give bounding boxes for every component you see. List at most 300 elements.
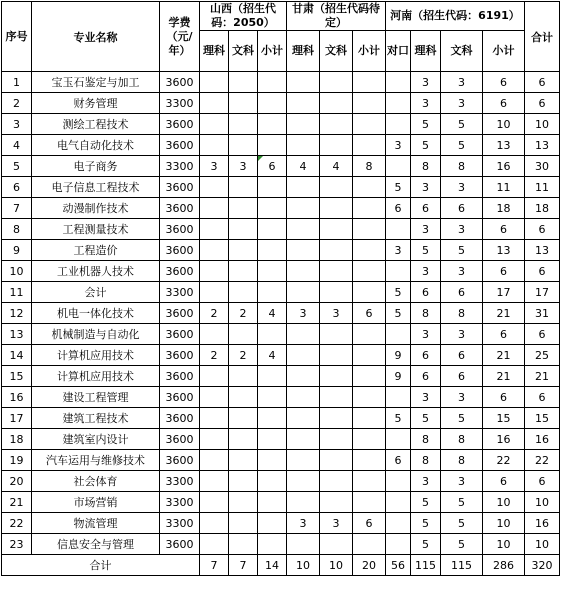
- row-gansu-arts: [320, 450, 353, 471]
- row-gansu-subtotal: [353, 198, 386, 219]
- row-shanxi-arts: [229, 471, 258, 492]
- row-gansu-subtotal: [353, 366, 386, 387]
- row-shanxi-arts: [229, 219, 258, 240]
- row-gansu-subtotal: [353, 114, 386, 135]
- row-gansu-sci: [287, 408, 320, 429]
- row-henan-subtotal: 10: [483, 513, 525, 534]
- table-row: [2, 366, 560, 387]
- row-shanxi-arts: [229, 240, 258, 261]
- row-henan-duikou: [386, 471, 411, 492]
- row-fee: 3300: [160, 513, 200, 534]
- table-row: [2, 282, 560, 303]
- row-henan-arts: 3: [441, 72, 483, 93]
- row-shanxi-sci: 2: [200, 345, 229, 366]
- row-gansu-subtotal: [353, 261, 386, 282]
- row-fee: 3600: [160, 114, 200, 135]
- row-gansu-subtotal: 8: [353, 156, 386, 177]
- table-row: [2, 324, 560, 345]
- row-henan-arts: 6: [441, 345, 483, 366]
- table-row: [2, 303, 560, 324]
- totals-shanxi-subtotal: 14: [258, 555, 287, 576]
- row-gansu-arts: [320, 72, 353, 93]
- row-total: 17: [525, 282, 560, 303]
- row-index: 12: [2, 303, 32, 324]
- header-gansu-arts: 文科: [320, 31, 353, 72]
- row-gansu-arts: [320, 282, 353, 303]
- row-total: 18: [525, 198, 560, 219]
- row-henan-sci: 5: [411, 513, 441, 534]
- row-henan-sci: 3: [411, 93, 441, 114]
- row-gansu-subtotal: [353, 450, 386, 471]
- row-shanxi-subtotal: [258, 471, 287, 492]
- row-shanxi-sci: [200, 114, 229, 135]
- row-gansu-arts: 4: [320, 156, 353, 177]
- row-henan-subtotal: 10: [483, 534, 525, 555]
- row-shanxi-subtotal: [258, 387, 287, 408]
- row-total: 10: [525, 114, 560, 135]
- table-row: [2, 345, 560, 366]
- row-shanxi-sci: [200, 72, 229, 93]
- row-gansu-subtotal: [353, 324, 386, 345]
- row-henan-subtotal: 18: [483, 198, 525, 219]
- row-shanxi-arts: [229, 135, 258, 156]
- row-index: 6: [2, 177, 32, 198]
- row-index: 10: [2, 261, 32, 282]
- header-fee: 学费（元/年）: [160, 2, 200, 72]
- row-gansu-arts: [320, 492, 353, 513]
- row-shanxi-arts: [229, 534, 258, 555]
- row-major: 工业机器人技术: [32, 261, 160, 282]
- row-gansu-arts: [320, 261, 353, 282]
- row-henan-sci: 3: [411, 219, 441, 240]
- row-shanxi-subtotal: [258, 72, 287, 93]
- row-major: 电子信息工程技术: [32, 177, 160, 198]
- row-henan-duikou: 3: [386, 240, 411, 261]
- row-henan-subtotal: 16: [483, 156, 525, 177]
- row-gansu-sci: [287, 345, 320, 366]
- row-gansu-subtotal: [353, 429, 386, 450]
- row-total: 15: [525, 408, 560, 429]
- row-shanxi-sci: [200, 471, 229, 492]
- row-henan-arts: 6: [441, 282, 483, 303]
- row-fee: 3300: [160, 93, 200, 114]
- row-gansu-sci: [287, 471, 320, 492]
- row-index: 22: [2, 513, 32, 534]
- row-major: 建设工程管理: [32, 387, 160, 408]
- table-row: [2, 240, 560, 261]
- row-major: 工程测量技术: [32, 219, 160, 240]
- row-gansu-sci: [287, 324, 320, 345]
- row-index: 2: [2, 93, 32, 114]
- row-henan-subtotal: 6: [483, 387, 525, 408]
- row-gansu-arts: [320, 387, 353, 408]
- row-shanxi-sci: [200, 429, 229, 450]
- row-shanxi-sci: [200, 240, 229, 261]
- row-henan-duikou: 6: [386, 198, 411, 219]
- table-row: [2, 513, 560, 534]
- row-gansu-subtotal: [353, 93, 386, 114]
- row-gansu-sci: [287, 387, 320, 408]
- table-row: [2, 72, 560, 93]
- row-gansu-subtotal: [353, 240, 386, 261]
- row-shanxi-arts: [229, 366, 258, 387]
- row-henan-duikou: [386, 324, 411, 345]
- row-henan-duikou: 5: [386, 177, 411, 198]
- row-henan-sci: 8: [411, 156, 441, 177]
- row-index: 16: [2, 387, 32, 408]
- row-henan-duikou: 5: [386, 303, 411, 324]
- row-gansu-sci: [287, 366, 320, 387]
- row-henan-sci: 3: [411, 177, 441, 198]
- row-henan-sci: 3: [411, 471, 441, 492]
- row-index: 15: [2, 366, 32, 387]
- row-shanxi-subtotal: [258, 429, 287, 450]
- table-row: [2, 429, 560, 450]
- totals-gansu-subtotal: 20: [353, 555, 386, 576]
- row-henan-sci: 8: [411, 450, 441, 471]
- row-gansu-sci: [287, 219, 320, 240]
- row-total: 25: [525, 345, 560, 366]
- row-henan-arts: 5: [441, 240, 483, 261]
- row-henan-subtotal: 16: [483, 429, 525, 450]
- row-gansu-subtotal: [353, 282, 386, 303]
- row-henan-duikou: [386, 492, 411, 513]
- row-major: 信息安全与管理: [32, 534, 160, 555]
- table-body: [2, 72, 560, 555]
- table-row: [2, 177, 560, 198]
- row-henan-duikou: [386, 387, 411, 408]
- totals-gansu-arts: 10: [320, 555, 353, 576]
- row-henan-arts: 3: [441, 261, 483, 282]
- header-gansu: 甘肃（招生代码待定）: [287, 2, 386, 31]
- row-gansu-sci: [287, 282, 320, 303]
- row-fee: 3300: [160, 492, 200, 513]
- row-fee: 3600: [160, 387, 200, 408]
- row-index: 20: [2, 471, 32, 492]
- row-fee: 3600: [160, 303, 200, 324]
- row-major: 电气自动化技术: [32, 135, 160, 156]
- row-henan-subtotal: 11: [483, 177, 525, 198]
- row-major: 机电一体化技术: [32, 303, 160, 324]
- row-henan-duikou: [386, 261, 411, 282]
- row-fee: 3600: [160, 261, 200, 282]
- row-total: 13: [525, 135, 560, 156]
- row-shanxi-sci: [200, 261, 229, 282]
- row-shanxi-subtotal: [258, 282, 287, 303]
- row-shanxi-arts: [229, 177, 258, 198]
- row-gansu-arts: [320, 177, 353, 198]
- row-shanxi-sci: [200, 492, 229, 513]
- row-henan-duikou: 5: [386, 408, 411, 429]
- row-fee: 3600: [160, 534, 200, 555]
- row-index: 4: [2, 135, 32, 156]
- row-shanxi-subtotal: [258, 177, 287, 198]
- row-shanxi-subtotal: [258, 219, 287, 240]
- row-shanxi-arts: [229, 198, 258, 219]
- row-gansu-subtotal: [353, 72, 386, 93]
- row-henan-arts: 5: [441, 534, 483, 555]
- totals-label: 合计: [2, 555, 200, 576]
- row-major: 汽车运用与维修技术: [32, 450, 160, 471]
- row-major: 工程造价: [32, 240, 160, 261]
- row-gansu-sci: 3: [287, 513, 320, 534]
- table-row: [2, 492, 560, 513]
- row-shanxi-subtotal: [258, 408, 287, 429]
- totals-henan-subtotal: 286: [483, 555, 525, 576]
- row-henan-duikou: 9: [386, 366, 411, 387]
- row-shanxi-sci: [200, 324, 229, 345]
- row-henan-subtotal: 21: [483, 366, 525, 387]
- row-henan-duikou: [386, 219, 411, 240]
- row-henan-sci: 6: [411, 345, 441, 366]
- row-major: 动漫制作技术: [32, 198, 160, 219]
- row-major: 建筑室内设计: [32, 429, 160, 450]
- row-major: 市场营销: [32, 492, 160, 513]
- row-fee: 3600: [160, 450, 200, 471]
- row-henan-sci: 5: [411, 408, 441, 429]
- row-major: 宝玉石鉴定与加工: [32, 72, 160, 93]
- row-gansu-sci: [287, 240, 320, 261]
- row-shanxi-subtotal: [258, 135, 287, 156]
- header-index: 序号: [2, 2, 32, 72]
- row-fee: 3600: [160, 408, 200, 429]
- row-shanxi-arts: [229, 387, 258, 408]
- totals-gansu-sci: 10: [287, 555, 320, 576]
- row-index: 1: [2, 72, 32, 93]
- row-major: 计算机应用技术: [32, 366, 160, 387]
- header-shanxi-arts: 文科: [229, 31, 258, 72]
- row-total: 16: [525, 429, 560, 450]
- row-henan-arts: 3: [441, 471, 483, 492]
- header-gansu-sci: 理科: [287, 31, 320, 72]
- row-henan-subtotal: 13: [483, 135, 525, 156]
- row-henan-arts: 3: [441, 387, 483, 408]
- row-shanxi-sci: [200, 513, 229, 534]
- row-gansu-subtotal: 6: [353, 303, 386, 324]
- row-index: 5: [2, 156, 32, 177]
- table-row: [2, 93, 560, 114]
- table-row: [2, 408, 560, 429]
- row-shanxi-arts: [229, 450, 258, 471]
- row-henan-subtotal: 21: [483, 345, 525, 366]
- row-total: 6: [525, 387, 560, 408]
- row-major: 计算机应用技术: [32, 345, 160, 366]
- row-shanxi-sci: [200, 219, 229, 240]
- row-henan-duikou: [386, 534, 411, 555]
- row-fee: 3600: [160, 366, 200, 387]
- row-shanxi-subtotal: 6: [258, 156, 287, 177]
- table-row: [2, 261, 560, 282]
- header-henan-sci: 理科: [411, 31, 441, 72]
- row-shanxi-sci: [200, 135, 229, 156]
- row-gansu-arts: [320, 366, 353, 387]
- row-major: 会计: [32, 282, 160, 303]
- row-index: 21: [2, 492, 32, 513]
- header-henan-subtotal: 小计: [483, 31, 525, 72]
- row-fee: 3600: [160, 240, 200, 261]
- row-henan-duikou: 3: [386, 135, 411, 156]
- row-shanxi-subtotal: 4: [258, 345, 287, 366]
- row-fee: 3600: [160, 72, 200, 93]
- row-shanxi-arts: [229, 114, 258, 135]
- row-gansu-subtotal: [353, 219, 386, 240]
- header-major: 专业名称: [32, 2, 160, 72]
- row-henan-sci: 3: [411, 324, 441, 345]
- row-gansu-sci: [287, 177, 320, 198]
- row-henan-sci: 6: [411, 366, 441, 387]
- row-fee: 3300: [160, 282, 200, 303]
- row-gansu-sci: [287, 135, 320, 156]
- row-major: 社会体育: [32, 471, 160, 492]
- row-shanxi-subtotal: 4: [258, 303, 287, 324]
- row-shanxi-subtotal: [258, 114, 287, 135]
- row-fee: 3300: [160, 471, 200, 492]
- header-henan-arts: 文科: [441, 31, 483, 72]
- row-henan-sci: 6: [411, 282, 441, 303]
- row-shanxi-sci: [200, 387, 229, 408]
- row-gansu-sci: [287, 93, 320, 114]
- row-henan-sci: 3: [411, 261, 441, 282]
- row-henan-arts: 8: [441, 303, 483, 324]
- row-gansu-arts: [320, 324, 353, 345]
- row-total: 31: [525, 303, 560, 324]
- row-gansu-sci: [287, 534, 320, 555]
- row-fee: 3600: [160, 345, 200, 366]
- row-gansu-arts: [320, 345, 353, 366]
- row-henan-duikou: [386, 72, 411, 93]
- row-shanxi-subtotal: [258, 93, 287, 114]
- row-total: 30: [525, 156, 560, 177]
- row-total: 22: [525, 450, 560, 471]
- row-henan-sci: 5: [411, 534, 441, 555]
- row-henan-duikou: [386, 156, 411, 177]
- row-henan-duikou: [386, 114, 411, 135]
- row-total: 6: [525, 93, 560, 114]
- row-fee: 3600: [160, 135, 200, 156]
- row-gansu-arts: [320, 429, 353, 450]
- row-gansu-sci: 4: [287, 156, 320, 177]
- header-shanxi-subtotal: 小计: [258, 31, 287, 72]
- row-index: 17: [2, 408, 32, 429]
- totals-henan-arts: 115: [441, 555, 483, 576]
- row-index: 9: [2, 240, 32, 261]
- row-henan-arts: 5: [441, 408, 483, 429]
- row-henan-duikou: [386, 513, 411, 534]
- row-total: 13: [525, 240, 560, 261]
- row-shanxi-sci: [200, 534, 229, 555]
- totals-henan-duikou: 56: [386, 555, 411, 576]
- row-shanxi-sci: [200, 450, 229, 471]
- row-shanxi-subtotal: [258, 513, 287, 534]
- row-henan-subtotal: 15: [483, 408, 525, 429]
- row-gansu-arts: [320, 198, 353, 219]
- row-henan-sci: 8: [411, 303, 441, 324]
- row-henan-duikou: 6: [386, 450, 411, 471]
- row-henan-subtotal: 17: [483, 282, 525, 303]
- row-fee: 3600: [160, 429, 200, 450]
- row-gansu-arts: [320, 93, 353, 114]
- row-shanxi-arts: [229, 429, 258, 450]
- row-gansu-subtotal: 6: [353, 513, 386, 534]
- row-gansu-subtotal: [353, 408, 386, 429]
- row-henan-sci: 5: [411, 240, 441, 261]
- totals-shanxi-arts: 7: [229, 555, 258, 576]
- row-henan-subtotal: 6: [483, 219, 525, 240]
- row-gansu-subtotal: [353, 177, 386, 198]
- totals-shanxi-sci: 7: [200, 555, 229, 576]
- row-index: 8: [2, 219, 32, 240]
- row-henan-sci: 5: [411, 135, 441, 156]
- table-row: [2, 471, 560, 492]
- row-henan-arts: 8: [441, 156, 483, 177]
- table-row: [2, 135, 560, 156]
- row-gansu-arts: [320, 534, 353, 555]
- row-gansu-subtotal: [353, 387, 386, 408]
- header-henan-duikou: 对口: [386, 31, 411, 72]
- table-row: [2, 534, 560, 555]
- row-shanxi-arts: 3: [229, 156, 258, 177]
- row-shanxi-arts: [229, 72, 258, 93]
- header-henan: 河南（招生代码：6191）: [386, 2, 525, 31]
- row-major: 财务管理: [32, 93, 160, 114]
- row-gansu-arts: [320, 114, 353, 135]
- row-gansu-sci: [287, 429, 320, 450]
- row-henan-subtotal: 10: [483, 492, 525, 513]
- row-henan-arts: 6: [441, 198, 483, 219]
- row-major: 电子商务: [32, 156, 160, 177]
- row-total: 6: [525, 219, 560, 240]
- row-shanxi-sci: [200, 93, 229, 114]
- row-henan-subtotal: 13: [483, 240, 525, 261]
- row-henan-sci: 5: [411, 492, 441, 513]
- row-shanxi-subtotal: [258, 492, 287, 513]
- row-gansu-arts: [320, 219, 353, 240]
- row-gansu-sci: [287, 198, 320, 219]
- row-henan-arts: 3: [441, 93, 483, 114]
- row-index: 13: [2, 324, 32, 345]
- row-henan-subtotal: 6: [483, 324, 525, 345]
- row-gansu-sci: [287, 450, 320, 471]
- row-henan-arts: 3: [441, 324, 483, 345]
- header-gansu-subtotal: 小计: [353, 31, 386, 72]
- row-henan-subtotal: 6: [483, 72, 525, 93]
- row-gansu-subtotal: [353, 471, 386, 492]
- row-major: 建筑工程技术: [32, 408, 160, 429]
- header-shanxi-sci: 理科: [200, 31, 229, 72]
- row-henan-duikou: 9: [386, 345, 411, 366]
- row-gansu-arts: [320, 135, 353, 156]
- row-shanxi-subtotal: [258, 366, 287, 387]
- row-index: 18: [2, 429, 32, 450]
- totals-henan-sci: 115: [411, 555, 441, 576]
- row-henan-arts: 5: [441, 513, 483, 534]
- row-fee: 3600: [160, 177, 200, 198]
- row-henan-subtotal: 6: [483, 261, 525, 282]
- row-shanxi-subtotal: [258, 261, 287, 282]
- row-index: 14: [2, 345, 32, 366]
- row-shanxi-arts: [229, 408, 258, 429]
- row-total: 16: [525, 513, 560, 534]
- row-henan-subtotal: 6: [483, 93, 525, 114]
- table-row: [2, 219, 560, 240]
- row-shanxi-subtotal: [258, 450, 287, 471]
- row-shanxi-arts: [229, 513, 258, 534]
- row-shanxi-sci: 3: [200, 156, 229, 177]
- row-total: 10: [525, 492, 560, 513]
- row-major: 测绘工程技术: [32, 114, 160, 135]
- row-shanxi-sci: 2: [200, 303, 229, 324]
- row-total: 10: [525, 534, 560, 555]
